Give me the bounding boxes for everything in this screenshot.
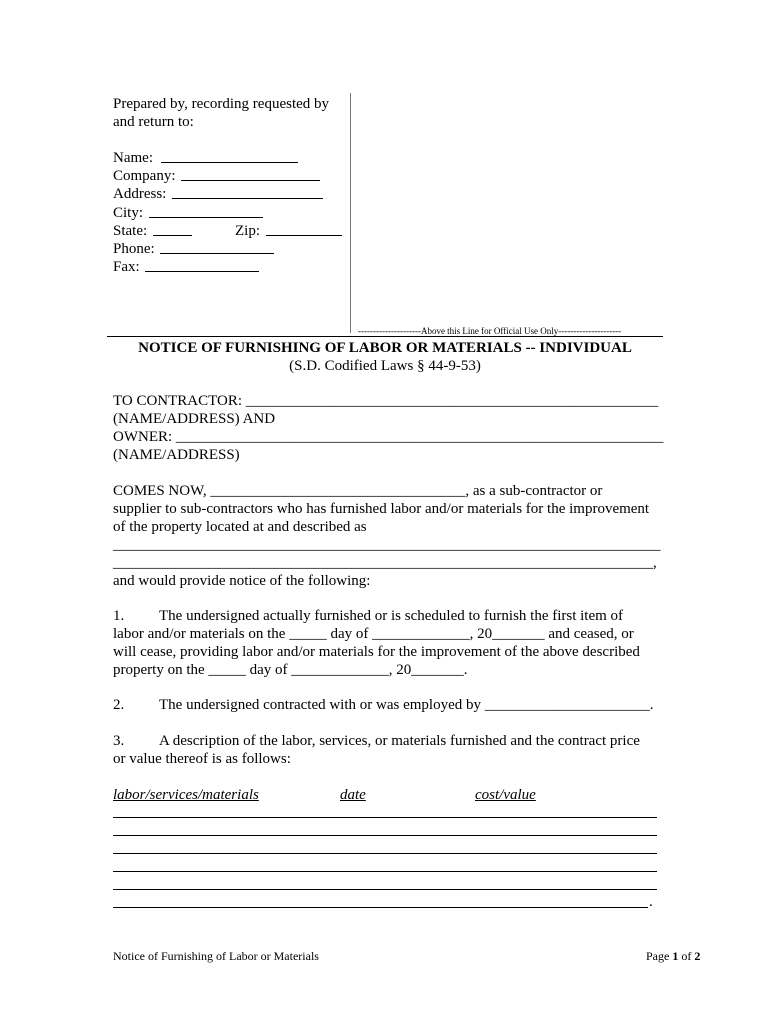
fax-label: Fax: xyxy=(113,259,140,275)
state-blank[interactable] xyxy=(153,235,192,236)
official-use-note: ---------------------Above this Line for Official Use Only--------------------- xyxy=(358,326,622,336)
item3-number: 3. xyxy=(113,733,125,749)
state-label: State: xyxy=(113,223,148,239)
fax-blank[interactable] xyxy=(145,271,259,272)
item3-line1: A description of the labor, services, or materials furnished and the contract price xyxy=(159,733,640,749)
comes-now-line6: and would provide notice of the following: xyxy=(113,573,371,589)
item3-line2: or value thereof is as follows: xyxy=(113,751,291,767)
zip-field[interactable] xyxy=(235,222,342,240)
city-field[interactable] xyxy=(113,204,263,222)
item2-line1[interactable]: The undersigned contracted with or was employed by ______________________. xyxy=(159,697,654,713)
fax-field[interactable] xyxy=(113,258,259,276)
table-entry-line[interactable] xyxy=(113,853,657,854)
zip-blank[interactable] xyxy=(266,235,342,236)
comes-now-line1[interactable]: COMES NOW, __________________________________, as a sub-contractor or xyxy=(113,483,603,499)
col-header-cost: cost/value xyxy=(475,787,536,803)
city-label: City: xyxy=(113,205,144,221)
total-pages: 2 xyxy=(694,949,701,963)
table-entry-line[interactable] xyxy=(113,889,657,890)
table-entry-line[interactable] xyxy=(113,907,648,908)
footer-title: Notice of Furnishing of Labor or Materials xyxy=(113,949,319,963)
document-title: NOTICE OF FURNISHING OF LABOR OR MATERIALS -- INDIVIDUAL xyxy=(138,340,632,356)
to-contractor-line[interactable]: TO CONTRACTOR: _______________________________________________________ xyxy=(113,393,659,409)
item1-number: 1. xyxy=(113,608,125,624)
table-entry-line[interactable] xyxy=(113,835,657,836)
company-blank[interactable] xyxy=(181,180,320,181)
company-label: Company: xyxy=(113,168,176,184)
address-blank[interactable] xyxy=(172,198,323,199)
zip-label: Zip: xyxy=(235,223,260,239)
property-description-line2[interactable]: ________________________________________________________________________, xyxy=(113,555,657,571)
col-header-labor: labor/services/materials xyxy=(113,787,259,803)
item1-line2[interactable]: labor and/or materials on the _____ day of _____________, 20_______ and ceased, or xyxy=(113,626,634,642)
page-number xyxy=(646,949,700,963)
city-blank[interactable] xyxy=(149,217,263,218)
phone-field[interactable] xyxy=(113,240,274,258)
prepared-by-line1: Prepared by, recording requested by xyxy=(113,96,330,112)
comes-now-line2: supplier to sub-contractors who has furnished labor and/or materials for the improvement xyxy=(113,501,650,517)
table-end-period: . xyxy=(649,894,653,910)
official-use-line xyxy=(107,336,663,337)
col-header-date: date xyxy=(340,787,366,803)
name-address-label: (NAME/ADDRESS) xyxy=(113,447,240,463)
item2-number: 2. xyxy=(113,697,125,713)
item1-line3: will cease, providing labor and/or materials for the improvement of the above described xyxy=(113,644,640,660)
current-page: 1 xyxy=(672,949,679,963)
name-field[interactable] xyxy=(113,149,298,167)
phone-blank[interactable] xyxy=(160,253,274,254)
item1-line4[interactable]: property on the _____ day of _____________, 20_______. xyxy=(113,662,468,678)
page-word: Page xyxy=(646,949,670,963)
name-address-and-label: (NAME/ADDRESS) AND xyxy=(113,411,276,427)
statute-citation: (S.D. Codified Laws § 44-9-53) xyxy=(289,358,481,374)
property-description-line1[interactable]: _________________________________________________________________________ xyxy=(113,537,661,553)
prepared-by-line2: and return to: xyxy=(113,114,194,130)
table-entry-line[interactable] xyxy=(113,871,657,872)
address-field[interactable] xyxy=(113,185,323,203)
state-field[interactable] xyxy=(113,222,192,240)
recording-divider xyxy=(350,93,351,333)
name-label: Name: xyxy=(113,150,153,166)
item1-line1: The undersigned actually furnished or is scheduled to furnish the first item of xyxy=(159,608,624,624)
comes-now-line3: of the property located at and described as xyxy=(113,519,367,535)
of-word: of xyxy=(681,949,692,963)
phone-label: Phone: xyxy=(113,241,155,257)
company-field[interactable] xyxy=(113,167,320,185)
owner-line[interactable]: OWNER: _________________________________________________________________ xyxy=(113,429,664,445)
address-label: Address: xyxy=(113,186,167,202)
name-blank[interactable] xyxy=(161,162,298,163)
table-entry-line[interactable] xyxy=(113,817,657,818)
